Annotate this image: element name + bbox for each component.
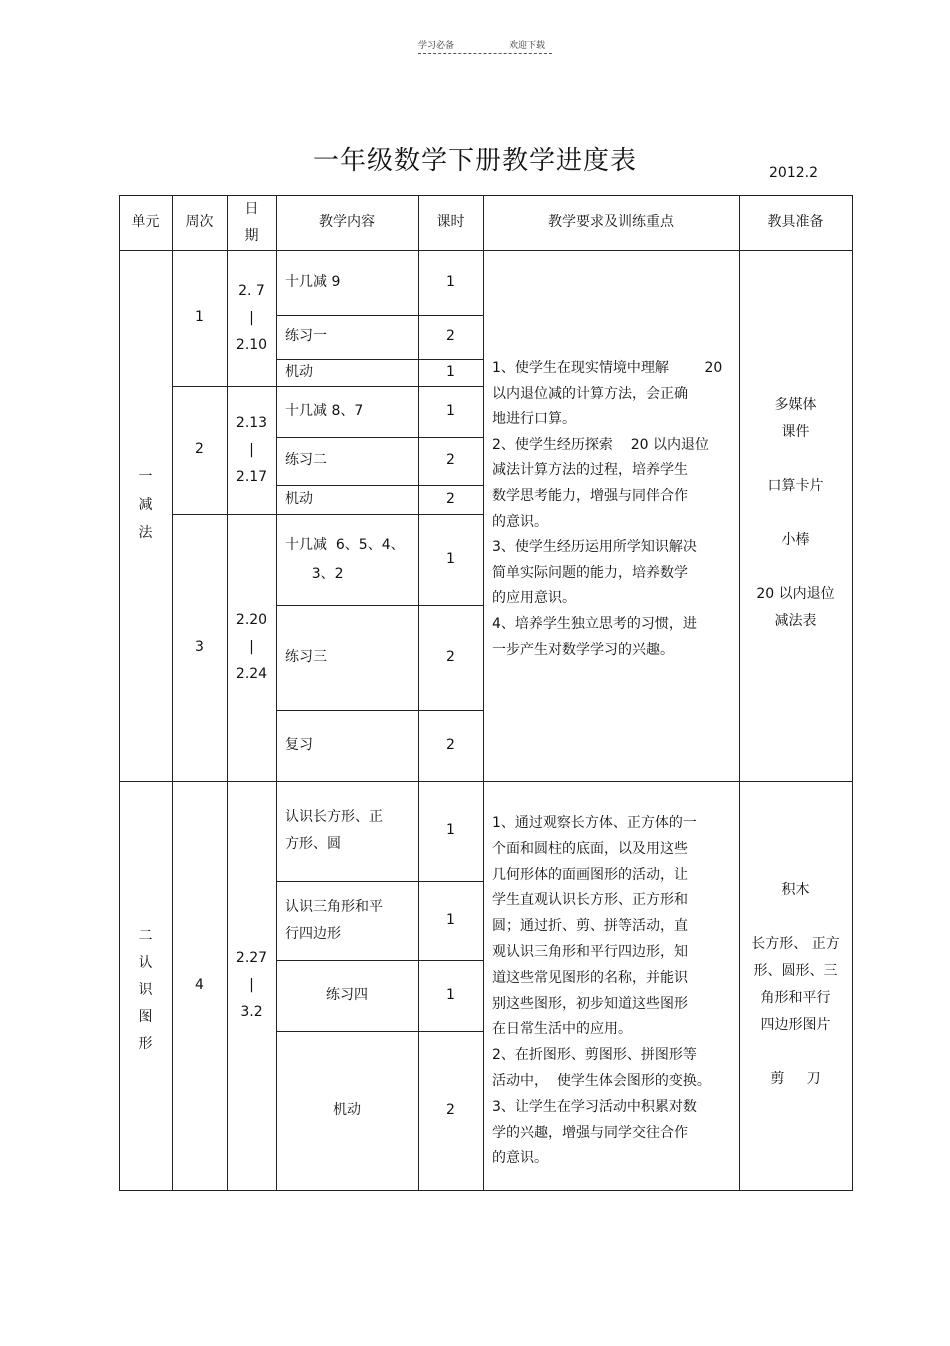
- header-divider: [418, 53, 552, 54]
- week-date: 2.27 | 3.2: [235, 950, 268, 1020]
- page-title: 一年级数学下册教学进度表: [312, 146, 637, 176]
- unit-materials: 积木 长方形、 正方 形、圆形、三 角形和平行 四边形图片 剪 刀: [751, 882, 840, 1087]
- header-right-text: 欢迎下载: [509, 41, 546, 51]
- lesson-hours: 1: [446, 273, 455, 290]
- lesson-content: 十几减 8、7: [285, 402, 364, 419]
- column-header-requirements: 教学要求及训练重点: [548, 213, 674, 230]
- lesson-hours: 1: [446, 986, 455, 1003]
- week-number: 2: [195, 441, 204, 458]
- lesson-content: 认识三角形和平 行四边形: [285, 898, 383, 942]
- lesson-content: 机动: [333, 1101, 361, 1118]
- lesson-content: 十几减 6、5、4、 3、2: [285, 536, 405, 582]
- week-number: 4: [195, 976, 204, 993]
- lesson-hours: 2: [446, 328, 455, 345]
- lesson-hours: 1: [446, 363, 455, 380]
- column-header-date: 日 期: [244, 200, 259, 244]
- lesson-content: 练习一: [285, 328, 327, 345]
- header-left-text: 学习必备: [418, 41, 455, 51]
- lesson-hours: 2: [446, 1101, 455, 1118]
- week-date: 2.13 | 2.17: [235, 414, 268, 485]
- week-date: 2.20 | 2.24: [235, 612, 268, 682]
- column-header-week: 周次: [185, 213, 214, 230]
- column-header-materials: 教具准备: [767, 213, 824, 230]
- lesson-hours: 2: [446, 490, 455, 507]
- column-divider: [483, 195, 484, 1191]
- week-number: 3: [195, 638, 204, 655]
- week-number: 1: [195, 309, 204, 326]
- table-border-right: [852, 195, 853, 1191]
- unit-name: 一 减 法: [138, 469, 153, 541]
- column-header-unit: 单元: [131, 213, 160, 230]
- schedule-table: [119, 195, 853, 1191]
- unit-name: 二 认 识 图 形: [138, 927, 153, 1052]
- lesson-hours: 2: [446, 648, 455, 665]
- lesson-content: 机动: [285, 363, 313, 380]
- lesson-hours: 1: [446, 402, 455, 419]
- lesson-content: 练习三: [285, 648, 327, 665]
- lesson-hours: 2: [446, 452, 455, 469]
- lesson-content: 认识长方形、正 方形、圆: [285, 809, 383, 852]
- document-date: 2012.2: [769, 165, 818, 181]
- column-header-content: 教学内容: [319, 213, 375, 230]
- unit-materials: 多媒体 课件 口算卡片 小棒 20 以内退位 减法表: [756, 396, 835, 629]
- unit-requirements: 1、通过观察长方体、正方体的一 个面和圆柱的底面，以及用这些 几何形体的面画图形的活动，让 学生直观认识长方形、正方形和 圆；通过折、剪、拼等活动，直 观认识三角形和平行四边形，知 道这些常见图形的名称，并能识 别这些图形，初步知道这些图形 在日常生活中的应用。 2、在折图形、剪图形、拼图形等 活动中， 使学生体会图形的变换。 3、让学生在学习活动中积累对数 学的兴趣，增强与同学交往合作 的意识。: [492, 815, 711, 1167]
- lesson-content: 练习二: [285, 452, 327, 469]
- lesson-content: 十几减 9: [285, 273, 341, 290]
- lesson-hours: 1: [446, 911, 455, 928]
- lesson-hours: 1: [446, 822, 455, 839]
- lesson-content: 机动: [285, 490, 313, 507]
- unit-requirements: 1、使学生在现实情境中理解 20 以内退位减的计算方法，会正确 地进行口算。 2、使学生经历探索 20 以内退位 减法计算方法的过程，培养学生 数学思考能力，增强与同伴合作 的意识。 3、使学生经历运用所学知识解决 简单实际问题的能力，培养数学 的应用意识。 4、培养学生独立思考的习惯，进 一步产生对数学学习的兴趣。: [492, 360, 723, 658]
- lesson-hours: 1: [446, 550, 455, 567]
- lesson-content: 复习: [285, 736, 313, 753]
- lesson-hours: 2: [446, 736, 455, 753]
- column-header-hours: 课时: [436, 213, 465, 230]
- lesson-content: 练习四: [326, 986, 368, 1003]
- week-date: 2. 7 | 2.10: [235, 282, 268, 353]
- table-border-bottom: [119, 1190, 853, 1191]
